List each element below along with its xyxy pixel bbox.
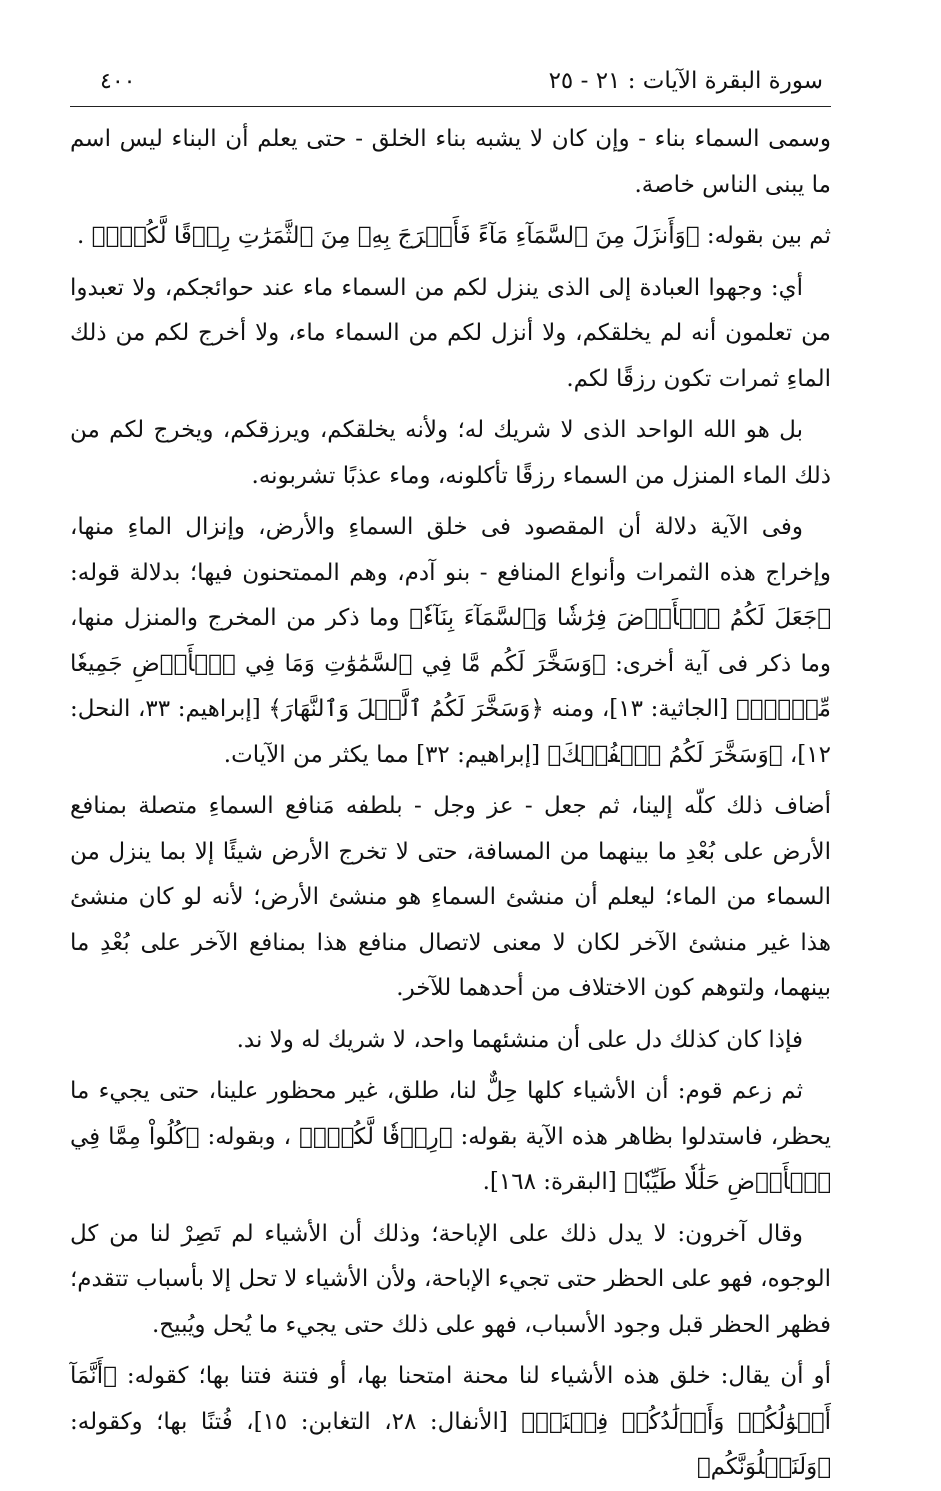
paragraph: وفى الآية دلالة أن المقصود فى خلق السماءِ والأرض، وإنزال الماءِ منها، وإخراج هذه الثمرات وأنواع المنافع - بنو آدم، وهم الممتحنون فيها؛ بدلالة قوله: ﴿جَعَلَ لَكُمُ ٱلۡأَرۡضَ فِرَٰشٗا وَٱلسَّمَآءَ بِنَآءٗ﴾ وما ذكر من المخرج والمنزل منها، وما ذكر فى آية أخرى: ﴿وَسَخَّرَ لَكُم مَّا فِي ٱلسَّمَٰوَٰتِ وَمَا فِي ٱلۡأَرۡضِ جَمِيعٗا مِّنۡهُۚ﴾ [الجاثية: ١٣]، ومنه ﴿وَسَخَّرَ لَكُمُ ٱلَّيۡلَ وَٱلنَّهَارَ﴾ [إبراهيم: ٣٣، النحل: ١٢]، ﴿وَسَخَّرَ لَكُمُ ٱلۡفُلۡكَ﴾ [إبراهيم: ٣٢] مما يكثر من الآيات. bbox=[70, 514, 831, 768]
paragraph: ثم بين بقوله: ﴿وَأَنزَلَ مِنَ ٱلسَّمَآءِ مَآءً فَأَخۡرَجَ بِهِۦ مِنَ ٱلثَّمَرَٰتِ رِزۡقًا لَّكُمۡۖ﴾ . bbox=[77, 223, 831, 249]
paragraph: أضاف ذلك كلّه إلينا، ثم جعل - عز وجل - بلطفه مَنافع السماءِ متصلة بمنافع الأرض على بُعْدِ ما بينهما من المسافة، حتى لا تخرج الأرض شيئًا إلا بما ينزل من السماء من الماء؛ ليعلم أن منشئ السماءِ هو منشئ الأرض؛ لأنه لو كان منشئ هذا غير منشئ الآخر لكان لا معنى لاتصال منافع هذا بمنافع الآخر على بُعْدِ ما بينهما، ولتوهم كون الاختلاف من أحدهما للآخر. bbox=[70, 793, 831, 1001]
paragraph: فإذا كان كذلك دل على أن منشئهما واحد، لا شريك له ولا ند. bbox=[236, 1026, 803, 1053]
page-number: ٤٠٠ bbox=[100, 69, 136, 94]
paragraph: بل هو الله الواحد الذى لا شريك له؛ ولأنه يخلقكم، ويرزقكم، ويخرج لكم من ذلك الماء المنزل من السماء رزقًا تأكلونه، وماء عذبًا تشربونه. bbox=[70, 417, 831, 489]
paragraph: ثم زعم قوم: أن الأشياء كلها حِلٌّ لنا، طلق، غير محظور علينا، حتى يجيء ما يحظر، فاستدلوا بظاهر هذه الآية بقوله: ﴿رِزۡقٗا لَّكُمۡۖ﴾ ، وبقوله: ﴿كُلُواْ مِمَّا فِي ٱلۡأَرۡضِ حَلَٰلٗا طَيِّبٗا﴾ [البقرة: ١٦٨]. bbox=[70, 1078, 831, 1195]
chapter-title: سورة البقرة الآيات : ٢١ - ٢٥ bbox=[548, 68, 823, 94]
paragraph: أي: وجهوا العبادة إلى الذى ينزل لكم من السماء ماء عند حوائجكم، ولا تعبدوا من تعلمون أنه لم يخلقكم، ولا أنزل لكم من السماء ماء، ولا أخرج لكم من ذلك الماءِ ثمرات تكون رزقًا لكم. bbox=[70, 274, 831, 392]
paragraph: وسمى السماء بناء - وإن كان لا يشبه بناء الخلق - حتى يعلم أن البناء ليس اسم ما يبنى الناس خاصة. bbox=[70, 126, 831, 198]
page-body bbox=[70, 117, 831, 1491]
paragraph: أو أن يقال: خلق هذه الأشياء لنا محنة امتحنا بها، أو فتنة فتنا بها؛ كقوله: ﴿أَنَّمَآ أَمۡوَٰلُكُمۡ وَأَوۡلَٰدُكُمۡ فِتۡنَةٞ﴾ [الأنفال: ٢٨، التغابن: ١٥]، فُتنًا بها؛ وكقوله: ﴿وَلَنَبۡلُوَنَّكُم﴾ bbox=[70, 1363, 831, 1480]
page-header bbox=[70, 68, 831, 107]
paragraph: وقال آخرون: لا يدل ذلك على الإباحة؛ وذلك أن الأشياء لم تَصِرْ لنا من كل الوجوه، فهو على الحظر حتى تجيء الإباحة، ولأن الأشياء لا تحل إلا بأسباب تتقدم؛ فظهر الحظر قبل وجود الأسباب، فهو على ذلك حتى يجيء ما يُحل ويُبيح. bbox=[70, 1220, 831, 1338]
